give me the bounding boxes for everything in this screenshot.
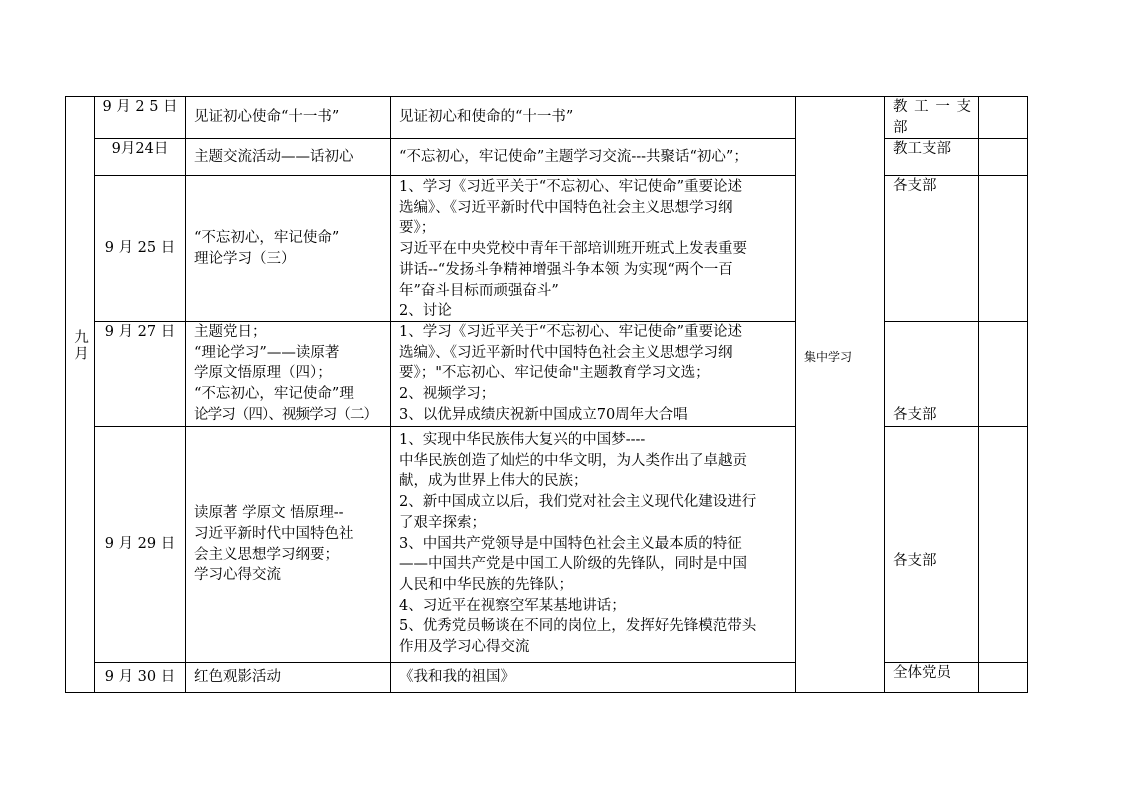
topic-line: 理论学习（三） — [194, 250, 296, 267]
remark-cell — [979, 139, 1028, 176]
date-cell — [95, 427, 186, 663]
date-text: 9 月 29 日 — [104, 536, 176, 553]
content-line: 4、习近平在视察空军某基地讲话； — [399, 597, 626, 614]
date-cell — [95, 322, 186, 427]
content-line: 了艰辛探索； — [399, 514, 486, 531]
date-text: 9月24日 — [111, 141, 169, 157]
remark-cell — [979, 97, 1028, 139]
topic-cell — [186, 176, 391, 322]
topic-line: 学原文悟原理（四）； — [194, 365, 332, 382]
content-cell — [391, 97, 796, 139]
department-text: 教工支部 — [893, 141, 951, 157]
remark-cell — [979, 427, 1028, 663]
topic-line: 论学习（四）、视频学习（二） — [194, 406, 378, 423]
form-text: 集中学习 — [804, 350, 853, 364]
content-line: 2、讨论 — [399, 303, 452, 320]
content-line: 要》；"不忘初心、牢记使命"主题教育学习文选； — [399, 365, 710, 382]
schedule-table — [65, 96, 1028, 693]
date-cell — [95, 139, 186, 176]
content-line: 2、视频学习； — [399, 386, 496, 403]
form-cell — [796, 97, 885, 693]
department-text: 部 — [893, 119, 908, 136]
topic-line: 习近平新时代中国特色社 — [194, 525, 354, 542]
content-line: ——中国共产党是中国工人阶级的先锋队，同时是中国 — [399, 556, 747, 573]
topic-cell — [186, 663, 391, 693]
department-cell — [885, 176, 979, 322]
topic-line: 红色观影活动 — [194, 669, 281, 686]
content-line: 见证初心和使命的“十一书” — [399, 109, 574, 126]
content-line: 1、学习《习近平关于“不忘初心、牢记使命”重要论述 — [399, 179, 743, 195]
content-line: 献，成为世界上伟大的民族； — [399, 473, 588, 490]
content-line: 1、学习《习近平关于“不忘初心、牢记使命”重要论述 — [399, 324, 743, 340]
date-cell — [95, 176, 186, 322]
date-cell — [95, 97, 186, 139]
content-line: 3、中国共产党领导是中国特色社会主义最本质的特征 — [399, 535, 742, 552]
department-text: 各支部 — [893, 553, 937, 569]
topic-line: “不忘初心，牢记使命” — [194, 229, 340, 246]
content-line: 年”奋斗目标而顽强奋斗” — [399, 282, 559, 299]
department-text: 各支部 — [893, 407, 937, 424]
content-line: 讲话--“发扬斗争精神增强斗争本领 为实现“两个一百 — [399, 261, 733, 278]
content-cell — [391, 663, 796, 693]
topic-line: 主题交流活动——话初心 — [194, 148, 354, 165]
topic-line: “理论学习”——读原著 — [194, 344, 340, 361]
department-cell — [885, 427, 979, 663]
content-line: 习近平在中央党校中青年干部培训班开班式上发表重要 — [399, 241, 747, 258]
remark-cell — [979, 663, 1028, 693]
content-line: 5、优秀党员畅谈在不同的岗位上，发挥好先锋模范带头 — [399, 618, 757, 635]
topic-cell — [186, 322, 391, 427]
topic-line: “不忘初心，牢记使命”理 — [194, 386, 354, 403]
date-text: 9 月 25 日 — [104, 240, 176, 257]
month-cell — [66, 97, 95, 693]
topic-line: 读原著 学原文 悟原理-- — [194, 505, 344, 522]
remark-cell — [979, 322, 1028, 427]
month-text: 九月 — [72, 329, 88, 362]
content-line: 要》； — [399, 220, 436, 237]
content-line: 作用及学习心得交流 — [399, 639, 530, 656]
content-line: 人民和中华民族的先锋队； — [399, 576, 573, 593]
content-cell — [391, 322, 796, 427]
content-line: “不忘初心，牢记使命”主题学习交流---共聚话“初心”； — [399, 148, 748, 165]
topic-cell — [186, 139, 391, 176]
content-cell — [391, 139, 796, 176]
department-cell — [885, 663, 979, 693]
remark-cell — [979, 176, 1028, 322]
content-line: 选编》、《习近平新时代中国特色社会主义思想学习纲 — [399, 344, 733, 361]
date-text: 9 月 27 日 — [104, 324, 176, 340]
content-line: 1、实现中华民族伟大复兴的中国梦---- — [399, 432, 646, 448]
department-text: 各支部 — [893, 178, 937, 194]
department-cell — [885, 322, 979, 427]
content-line: 《我和我的祖国》 — [399, 669, 515, 686]
topic-cell — [186, 427, 391, 663]
topic-line: 学习心得交流 — [194, 567, 281, 584]
date-text: 9 月 2 5 日 — [102, 99, 178, 115]
department-cell — [885, 97, 979, 139]
topic-line: 见证初心使命“十一书” — [194, 109, 340, 126]
date-cell — [95, 663, 186, 693]
department-text: 全体党员 — [893, 665, 951, 681]
date-text: 9 月 30 日 — [104, 669, 176, 686]
topic-cell — [186, 97, 391, 139]
content-line: 2、新中国成立以后，我们党对社会主义现代化建设进行 — [399, 494, 757, 511]
content-line: 中华民族创造了灿烂的中华文明，为人类作出了卓越贡 — [399, 452, 747, 469]
content-line: 3、以优异成绩庆祝新中国成立70周年大合唱 — [399, 406, 688, 423]
department-text: 教 工 一 支 — [893, 99, 971, 115]
content-cell — [391, 176, 796, 322]
topic-line: 主题党日； — [194, 324, 267, 340]
topic-line: 会主义思想学习纲要； — [194, 546, 339, 563]
content-line: 选编》、《习近平新时代中国特色社会主义思想学习纲 — [399, 199, 733, 216]
content-cell — [391, 427, 796, 663]
department-cell — [885, 139, 979, 176]
